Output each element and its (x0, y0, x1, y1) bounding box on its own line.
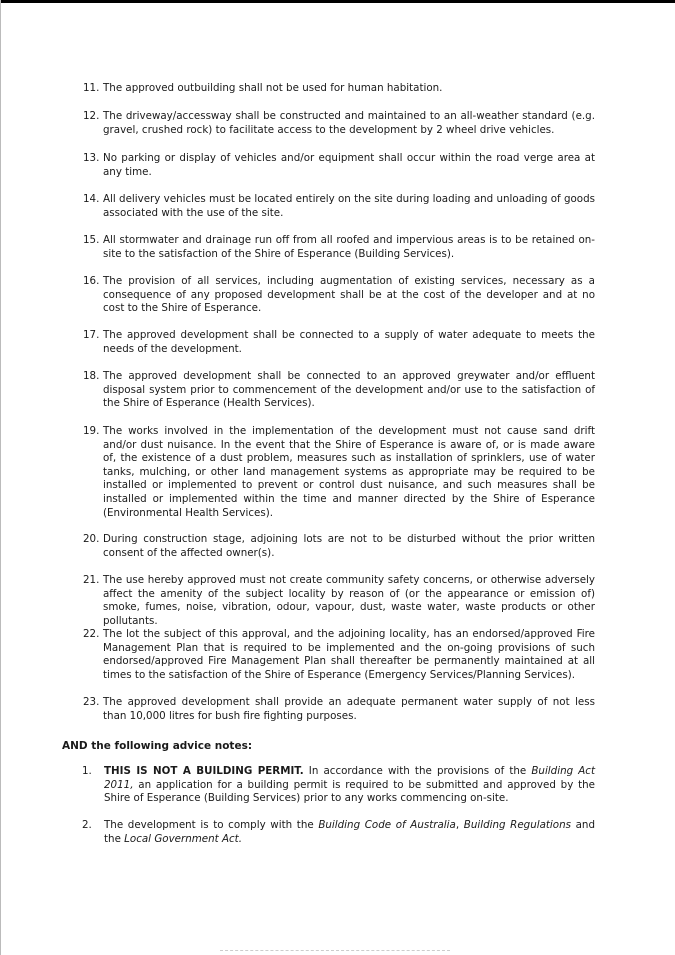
advice-note-1 (82, 765, 595, 806)
condition-16 (83, 275, 595, 316)
not-building-permit-notice: THIS IS NOT A BUILDING PERMIT. (104, 765, 304, 777)
condition-number: 12. (83, 110, 100, 122)
condition-number: 11. (83, 82, 100, 94)
advice-note-number: 1. (82, 765, 92, 777)
condition-number: 17. (83, 329, 100, 341)
condition-text: All stormwater and drainage run off from all roofed and impervious areas is to be retained on-site to the satisfaction of the Shire of Esperance (Building Services). (103, 234, 595, 260)
advice-note-number: 2. (82, 819, 92, 831)
condition-text: The lot the subject of this approval, and the adjoining locality, has an endorsed/approved Fire Management Plan that is required to be implemented and the on-going provisions of such endorsed/approved Fire Management Plan shall thereafter be permanently maintained at all times to the satisfaction of the Shire of Esperance (Emergency Services/Planning Services). (103, 628, 595, 681)
condition-12 (83, 110, 595, 137)
condition-text: The use hereby approved must not create community safety concerns, or otherwise adversely affect the amenity of the subject locality by reason of (or the appearance or emission of) smoke, fumes, noise, vibration, odour, vapour, dust, waste water, waste products or other pollutants. (103, 574, 595, 627)
condition-17 (83, 329, 595, 356)
advice-note-text (104, 765, 595, 806)
condition-text: No parking or display of vehicles and/or equipment shall occur within the road verge area at any time. (103, 152, 595, 178)
condition-number: 15. (83, 234, 100, 246)
condition-number: 19. (83, 425, 100, 437)
advice-note-text (104, 819, 595, 846)
local-government-act-reference: Local Government Act. (124, 832, 242, 845)
condition-text: The driveway/accessway shall be constructed and maintained to an all-weather standard (e.g. gravel, crushed rock) to facilitate access to the development by 2 wheel drive vehicles. (103, 110, 595, 136)
condition-number: 16. (83, 275, 100, 287)
condition-number: 21. (83, 574, 100, 586)
condition-number: 13. (83, 152, 100, 164)
condition-23 (83, 696, 595, 723)
condition-18 (83, 370, 595, 411)
condition-22 (83, 628, 595, 682)
condition-text: All delivery vehicles must be located entirely on the site during loading and unloading of goods associated with the use of the site. (103, 193, 595, 219)
condition-number: 22. (83, 628, 100, 640)
building-regulations-reference: Building Regulations (463, 819, 571, 831)
condition-number: 18. (83, 370, 100, 382)
condition-15 (83, 234, 595, 261)
building-code-reference: Building Code of Australia (318, 819, 456, 831)
condition-21 (83, 574, 595, 628)
condition-14 (83, 193, 595, 220)
advice-text-segment: The development is to comply with the (104, 819, 319, 831)
top-border-rule (0, 0, 675, 3)
condition-text: The provision of all services, including augmentation of existing services, necessary as a consequence of any proposed development shall be at the cost of the developer and at no cost to the Shire of Esperance. (103, 275, 595, 315)
condition-20 (83, 533, 595, 560)
advice-note-2 (82, 819, 595, 846)
advice-notes-heading: AND the following advice notes: (62, 740, 253, 752)
condition-11 (83, 82, 595, 96)
condition-19 (83, 425, 595, 520)
condition-text: The approved development shall provide an adequate permanent water supply of not less than 10,000 litres for bush fire fighting purposes. (103, 696, 595, 722)
advice-text-segment: an application for a building permit is required to be submitted and approved by the Shire of Esperance (Building Services) prior to any works commencing on-site. (104, 778, 595, 805)
condition-number: 20. (83, 533, 100, 545)
condition-text: The works involved in the implementation of the development must not cause sand drift and/or dust nuisance. In the event that the Shire of Esperance is aware of, or is made aware of, the existence of a dust problem, measures such as installation of sprinklers, use of water tanks, mulching, or other land management systems as appropriate may be required to be installed or implemented to prevent or control dust nuisance, and such measures shall be installed or implemented within the time and manner directed by the Shire of Esperance (Environmental Health Services). (103, 425, 595, 519)
building-act-reference: Building Act 2011, (104, 765, 595, 791)
advice-text-segment: In accordance with the provisions of the (303, 765, 532, 777)
condition-text: The approved development shall be connected to an approved greywater and/or effluent disposal system prior to commencement of the development and/or use to the satisfaction of the Shire of Esperance (Health Services). (103, 370, 595, 410)
left-page-edge (0, 0, 1, 955)
condition-text: The approved outbuilding shall not be used for human habitation. (103, 82, 443, 94)
scan-artifact-line (220, 950, 450, 952)
condition-13 (83, 152, 595, 179)
condition-number: 23. (83, 696, 100, 708)
advice-text-segment: , (455, 819, 464, 831)
condition-text: The approved development shall be connected to a supply of water adequate to meets the needs of the development. (103, 329, 595, 355)
advice-text-segment: and the (104, 819, 595, 845)
condition-number: 14. (83, 193, 100, 205)
condition-text: During construction stage, adjoining lots are not to be disturbed without the prior written consent of the affected owner(s). (103, 533, 595, 559)
